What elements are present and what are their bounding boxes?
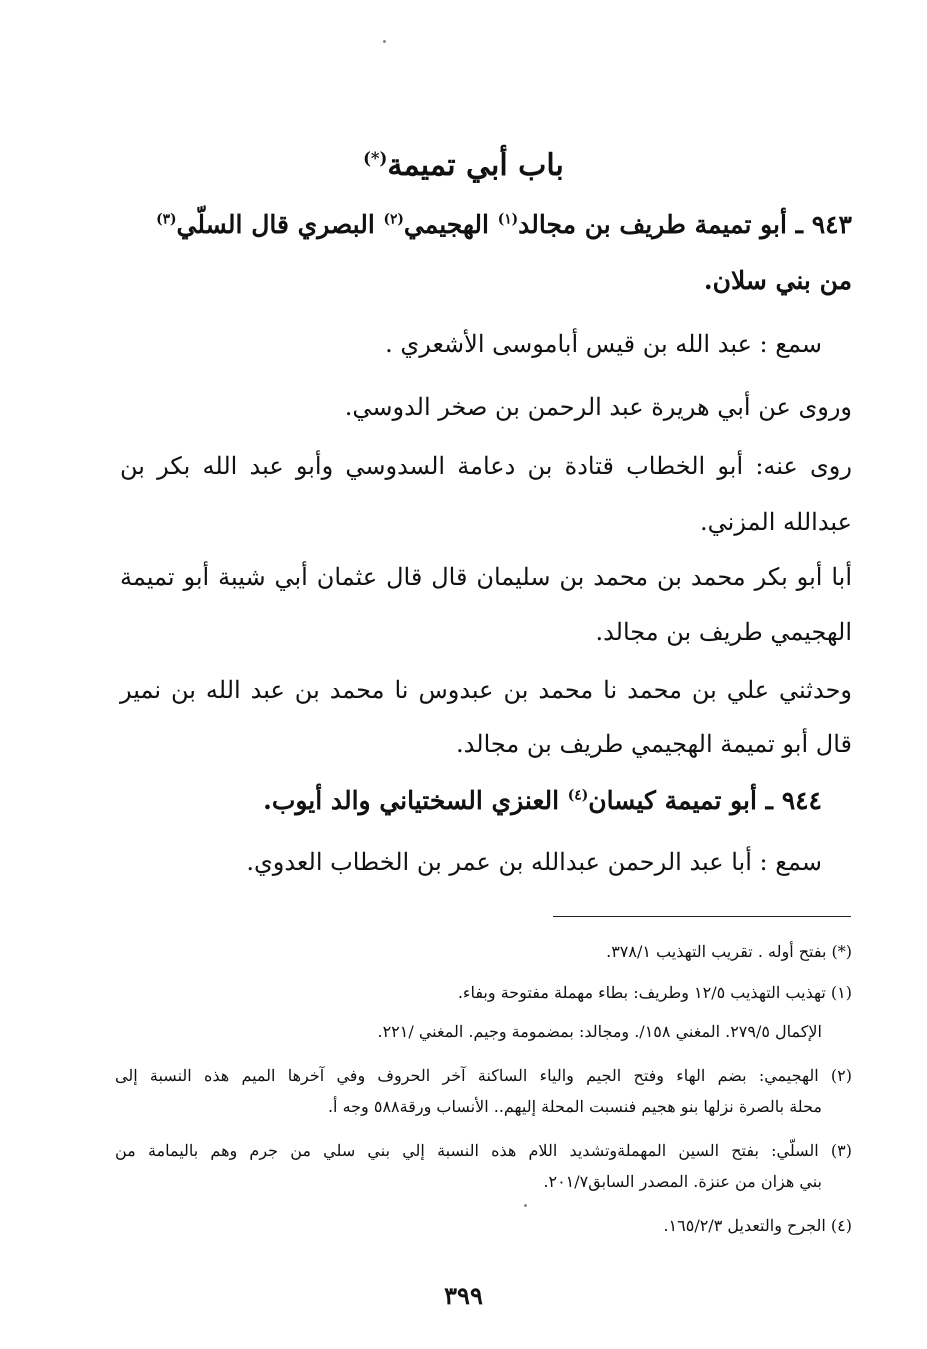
footnote-marker-1: (١) bbox=[497, 211, 519, 228]
footnote-separator bbox=[553, 916, 851, 917]
footnote-star: (*) بفتح أوله . تقريب التهذيب ٣٧٨/١. bbox=[606, 942, 852, 961]
entry-944-heading bbox=[263, 786, 822, 815]
footnote-4: (٤) الجرح والتعديل ١٦٥/٢/٣. bbox=[663, 1216, 852, 1235]
entry-943-name: ٩٤٣ ـ أبو تميمة طريف بن مجالد bbox=[518, 210, 852, 239]
entry-943-isnad-1: أبا أبو بكر محمد بن محمد بن سليمان قال قال عثمان أبي شيبة أبو تميمة bbox=[120, 563, 852, 591]
chapter-title-note-marker: (*) bbox=[363, 149, 388, 168]
entry-943-nisba: الهجيمي bbox=[403, 210, 498, 239]
entry-943-origin: البصري قال السلّي bbox=[176, 210, 384, 239]
entry-943-heading-continued: من بني سلان. bbox=[703, 266, 852, 295]
chapter-title bbox=[0, 148, 927, 183]
entry-944-name: ٩٤٤ ـ أبو تميمة كيسان bbox=[588, 786, 822, 815]
footnote-marker-2: (٢) bbox=[383, 211, 404, 228]
entry-943-isnad-2-continued: قال أبو تميمة الهجيمي طريف بن مجالد. bbox=[456, 730, 852, 758]
footnote-3-continued: بني هزان من عنزة. المصدر السابق٢٠١/٧. bbox=[543, 1172, 822, 1191]
entry-943-isnad-2: وحدثني علي بن محمد نا محمد بن عبدوس نا محمد بن عبد الله بن نمير bbox=[120, 676, 852, 704]
entry-943-narrators: روى عنه: أبو الخطاب قتادة بن دعامة السدوسي وأبو عبد الله بكر بن bbox=[120, 452, 852, 480]
entry-944-nisba: العنزي السختياني والد أيوب. bbox=[263, 786, 568, 815]
scan-speck bbox=[383, 40, 386, 43]
page-number: ٣٩٩ bbox=[444, 1281, 483, 1310]
footnote-1-continued: الإكمال ٢٧٩/٥. المغني ١٥٨/. ومجالد: بمضمومة وجيم. المغني /٢٢١. bbox=[377, 1022, 822, 1041]
entry-943-narrated: وروى عن أبي هريرة عبد الرحمن بن صخر الدوسي. bbox=[344, 393, 852, 421]
footnote-marker-3: (٣) bbox=[156, 211, 177, 228]
scan-speck bbox=[524, 1204, 527, 1207]
footnote-marker-4: (٤) bbox=[567, 787, 589, 804]
chapter-title-text: باب أبي تميمة bbox=[387, 148, 564, 183]
entry-944-heard: سمع : أبا عبد الرحمن عبدالله بن عمر بن الخطاب العدوي. bbox=[246, 848, 822, 876]
footnote-1: (١) تهذيب التهذيب ١٢/٥ وطريف: بطاء مهملة مفتوحة وبفاء. bbox=[457, 983, 852, 1002]
entry-943-heading bbox=[156, 210, 852, 239]
entry-943-narrators-continued: عبدالله المزني. bbox=[700, 508, 852, 536]
entry-943-isnad-1-continued: الهجيمي طريف بن مجالد. bbox=[595, 618, 852, 646]
entry-943-heard: سمع : عبد الله بن قيس أباموسى الأشعري . bbox=[385, 330, 822, 358]
footnote-2-continued: محلة بالصرة نزلها بنو هجيم فنسبت المحلة إليهم.. الأنساب ورقة٥٨٨ وجه أ. bbox=[327, 1097, 822, 1116]
footnote-2: (٢) الهجيمي: بضم الهاء وفتح الجيم والياء الساكنة آخر الحروف وفي آخرها الميم هذه النسبة إلى bbox=[115, 1066, 852, 1085]
footnote-3: (٣) السلّي: بفتح السين المهملةوتشديد اللام هذه النسبة إلي بني سلي من جرم وهم باليمامة من bbox=[115, 1141, 852, 1160]
